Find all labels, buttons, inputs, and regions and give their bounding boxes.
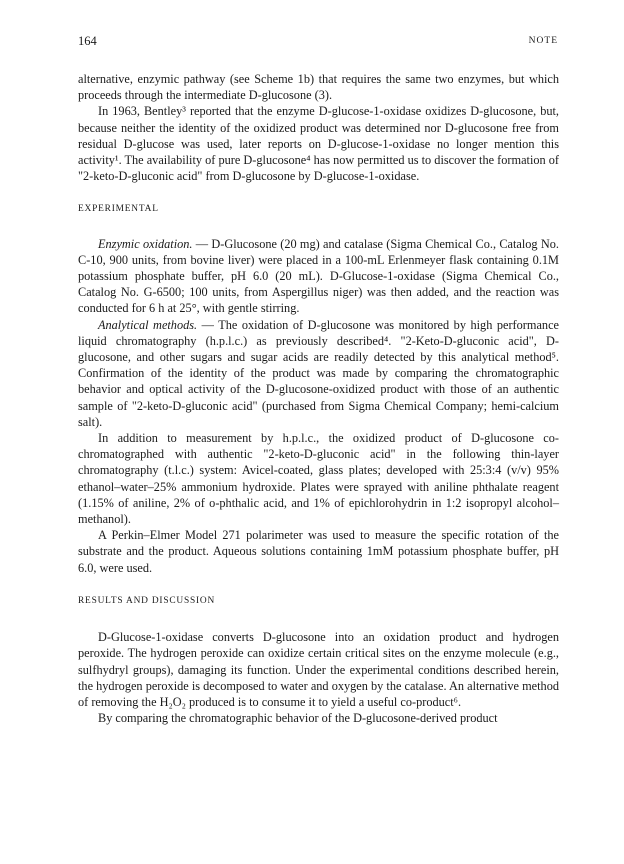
results-paragraph-2: By comparing the chromatographic behavior of the D-glucosone-derived product (98, 711, 498, 726)
enzymic-oxidation-body: — D-Glucosone (20 mg) and catalase (Sigma Chemical Co., Catalog No. C-10, 900 units, from bovine liver) were placed in a 100-mL Erlenmeyer flask containing 0.1M potassium phosphate buffer, pH 6.0 (20 mL). D-Glucose-1-oxidase (Sigma Chemical Co., Catalog No. G-6500; 100 units, from Aspergillus niger) was then added, and the reaction was conducted for 6 h at 25°, with gentle stirring. (78, 236, 559, 316)
analytical-methods-title: Analytical methods. (98, 317, 198, 332)
polarimeter-paragraph: A Perkin–Elmer Model 271 polarimeter was used to measure the specific rotation of the substrate and the product. Aqueous solutions containing 1mM potassium phosphate buffer, pH 6.0, were used. (78, 528, 559, 575)
results-paragraph-1: D-Glucose-1-oxidase converts D-glucosone into an oxidation product and hydrogen peroxide. The hydrogen peroxide can oxidize certain critical sites on the enzyme molecule (e.g., sulfhydryl groups), damaging its function. Under the experimental conditions described herein, the hydrogen peroxide is decomposed to water and oxygen by the catalase. An alternative method of removing the H₂O₂ produced is to consume it to yield a useful co-product⁶. (78, 630, 559, 709)
enzymic-oxidation-title: Enzymic oxidation. (98, 236, 193, 251)
tlc-paragraph: In addition to measurement by h.p.l.c., the oxidized product of D-glucosone co-chromatographed with authentic "2-keto-D-gluconic acid" in the following thin-layer chromatography (t.l.c.) system: Avicel-coated, glass plates; developed with 25:3:4 (v/v) 95% ethanol–water–25% ammonium hydroxide. Plates were sprayed with aniline phthalate reagent (1.15% of aniline, 2% of o-phthalic acid, and 1% of epichlorohydrin in 1:2 isopropyl alcohol–methanol). (78, 431, 559, 527)
page-header (78, 34, 558, 50)
page-number: 164 (78, 34, 97, 48)
analytical-methods-paragraph (78, 317, 559, 430)
analytical-methods-body: — The oxidation of D-glucosone was monitored by high performance liquid chromatography (h.p.l.c.) as previously described⁴. "2-Keto-D-gluconic acid", D-glucosone, and other sugars and sugar acids are readily detected by this analytical method⁵. Confirmation of the identity of the product was made by comparing the chromatographic behavior and optical activity of the D-glucosone-oxidized product with those of an authentic sample of "2-keto-D-gluconic acid" (purchased from Sigma Chemical Company; hemi-calcium salt). (78, 317, 559, 429)
results-heading: RESULTS AND DISCUSSION (78, 595, 216, 606)
enzymic-oxidation-paragraph (78, 236, 559, 317)
experimental-heading: EXPERIMENTAL (78, 204, 159, 215)
running-head: NOTE (528, 36, 558, 46)
intro-paragraph-1: alternative, enzymic pathway (see Scheme 1b) that requires the same two enzymes, but which proceeds through the intermediate D-glucosone (3). (78, 72, 559, 103)
body-text (78, 71, 559, 726)
intro-paragraph-2: In 1963, Bentley³ reported that the enzyme D-glucose-1-oxidase oxidizes D-glucosone, but, because neither the identity of the oxidized product was determined nor D-glucosone free from residual D-glucose was used, later reports on D-glucose-1-oxidase no longer mention this activity¹. The availability of pure D-glucosone⁴ has now permitted us to discover the formation of "2-keto-D-gluconic acid" from D-glucosone by D-glucose-1-oxidase. (78, 104, 559, 184)
